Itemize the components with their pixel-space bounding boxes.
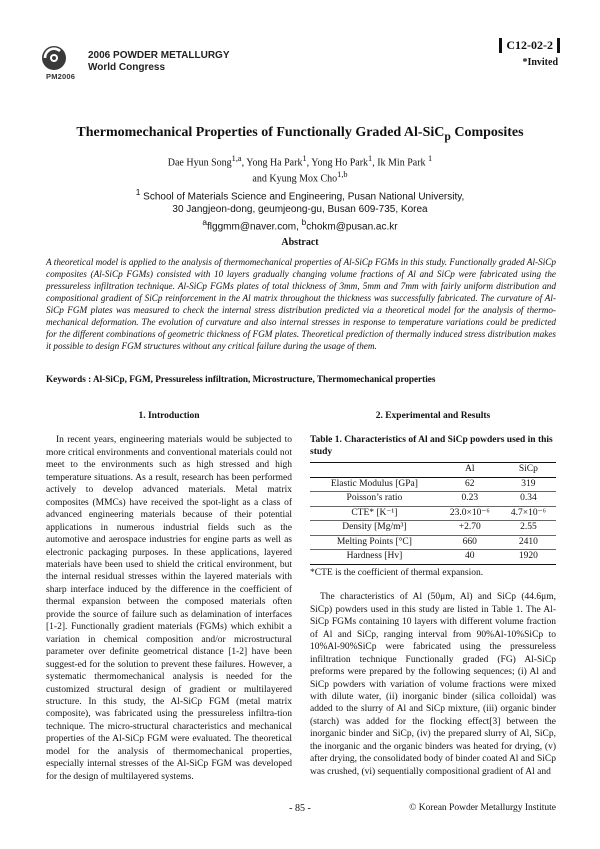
table-cell: 319: [501, 477, 556, 492]
conference-name: [88, 50, 230, 74]
section-heading-introduction: 1. Introduction: [138, 411, 200, 421]
table-header-cell: [310, 463, 439, 478]
affiliation: [90, 186, 510, 234]
experimental-text: The characteristics of Al (50μm, Al) and SiCp (44.6μm, SiCp) powders used in this study are listed in Table 1. The Al-SiCp FGMs containing 10 layers with different volume fraction of Al and SiCp, ranging interval from 90%Al-10%SiCp to 10%Al-90%SiCp were fabricated using the pressureless infiltration technique Functionally graded (FG) Al-SiCp preforms were prepared by the following sequences; (i) Al and SiCp powders with variation of volume fractions were mixed with dilute water, (ii) inorganic binder (silica colloidal) was added to the slurry of Al and SiCp mixture, (iii) organic binder (starch) was added for the flocking effect[3] between the inorganic binder and SiCp, (iv) the prepared slurry of Al, SiCp, the inorganic and the organic binders was heated for drying, (v) after drying, the consolidated body of binder coated Al and SiCp was crushed, (vi) sequentially compositional gradient of Al and: [310, 592, 556, 777]
table-header-cell: SiCp: [501, 463, 556, 478]
table-cell: 4.7×10⁻⁶: [501, 506, 556, 521]
paper-code-text: C12-02-2: [506, 38, 553, 52]
table-header-row: [310, 463, 556, 478]
table-cell: 0.34: [501, 492, 556, 507]
abstract-heading: Abstract: [281, 237, 319, 248]
table-row: [310, 535, 556, 550]
table-caption: Table 1. Characteristics of Al and SiCp powders used in this study: [310, 435, 553, 458]
table-cell: 1920: [501, 550, 556, 565]
abstract-text: A theoretical model is applied to the analysis of thermomechanical properties of Al-SiCp FGMs in this study. Functionally graded Al-SiCp composites (Al-SiCp FGMs) consisted with 10 layers gradually changing volume fractions of Al and SiCp were fabricated using the pressureless infiltration technique. Al-SiCp FGMs plates of total thickness of 3mm, 5mm and 7mm with fairly uniform distribution and compositional gradient of SiCp reinforcement in the Al matrix throughout the thickness was successfully fabricated. The curvature of Al-SiCp FGM plates was measured to check the internal stress distribution predicted via a theoretical model for the analysis of thermo-mechanical deformation. The evolution of curvature and also internal stresses in response to temperature variations could be predicted for the different combinations of geometric thickness of FGM plates. Theoretical prediction of thermally induced stress distribution makes it possible to design FGM structures without any critical failure during the usage of them.: [46, 257, 556, 351]
table-note: *CTE is the coefficient of thermal expansion.: [310, 567, 484, 578]
conference-line-2: World Congress: [88, 62, 166, 73]
right-column: [310, 410, 556, 778]
table-cell: 660: [439, 535, 501, 550]
affiliation-line-2: 30 Jangjeon-dong, geumjeong-gu, Busan 609-735, Korea: [172, 203, 428, 215]
table-cell: Elastic Modulus [GPa]: [310, 477, 439, 492]
table-cell: 40: [439, 550, 501, 565]
affiliation-line-1: $^1$ School of Materials Science and Engineering, Pusan National University,: [135, 187, 465, 203]
introduction-text: In recent years, engineering materials would be subjected to more critical environments and conventional materials could not meet to the environments such as high stressed and high temperature situations. As a result, research has been performed actively to develop advanced materials. Metal matrix composites (MMCs) have received the spot-light as a class of advanced engineering materials because of their potential applications in numerous industrial fields such as the automotive and aerospace industries for engine parts as well as electronic packaging purposes. In these applications, layered materials have been used to shield the critical environment, but the internal residual stresses within the layered materials with sharp interface induced by the difference in the coefficient of thermal expansion between the composed materials often provide the source of failure such as delamination of interfaces [1-2]. Functionally gradient materials (FGMs) which exhibit a variation in chemical composition and/or microstructural parameter over definite geometrical distance [1-2] have been suggest-ed for the solution to prevent these failures. However, a systematic thermomechanical analysis is needed for the customized structural design of gradient or multilayered structure. In this study, the Al-SiCp FGM (metal matrix composite), was fabricated using the pressureless infiltra-tion technique. The micro-structural characteristics and mechanical properties of the Al-SiCp FGM were evaluated. The theoretical model for the analysis of thermomechanical properties, especially internal stresses of the Al-SiCp FGM was developed for the design of multilayered systems.: [46, 435, 292, 782]
table-row: [310, 550, 556, 565]
code-left-bar: [499, 38, 502, 53]
table-row: [310, 477, 556, 492]
paper-title: Thermomechanical Properties of Functionally Graded Al-SiC$_p$ Composites: [76, 125, 524, 143]
copyright: © Korean Powder Metallurgy Institute: [409, 803, 556, 813]
keywords: Keywords : Al-SiCp, FGM, Pressureless infiltration, Microstructure, Thermomechanical properties: [46, 374, 436, 384]
left-column: [46, 410, 292, 783]
table-cell: 2.55: [501, 521, 556, 536]
powder-characteristics-table: [310, 462, 556, 565]
authors-line-2: and Kyung Mox Cho$^{1,b}$: [252, 170, 348, 185]
page-header: [40, 38, 560, 88]
authors-line-1: Dae Hyun Song$^{1,a}$, Yong Ha Park$^1$, Yong Ho Park$^1$, Ik Min Park $^1$: [167, 154, 433, 169]
conference-line-1: 2006 POWDER METALLURGY: [88, 50, 230, 61]
table-cell: +2.70: [439, 521, 501, 536]
code-right-bar: [557, 38, 560, 53]
table-cell: Hardness [Hv]: [310, 550, 439, 565]
table-cell: Melting Points [°C]: [310, 535, 439, 550]
table-row: [310, 506, 556, 521]
table-cell: 62: [439, 477, 501, 492]
table-cell: Poisson’s ratio: [310, 492, 439, 507]
table-row: [310, 492, 556, 507]
affiliation-emails: $^a$flggmm@naver.com, $^b$chokm@pusan.ac.kr: [202, 217, 398, 233]
table-cell: CTE* [K⁻¹]: [310, 506, 439, 521]
page-number: - 85 -: [289, 803, 311, 814]
section-heading-experimental: 2. Experimental and Results: [375, 411, 491, 421]
table-row: [310, 521, 556, 536]
paper-code: [499, 38, 560, 53]
table-cell: Density [Mg/m³]: [310, 521, 439, 536]
authors: [100, 153, 500, 186]
invited-label: *Invited: [522, 57, 558, 68]
table-cell: 23.0×10⁻⁶: [439, 506, 501, 521]
table-header-cell: Al: [439, 463, 501, 478]
logo-text: PM2006: [46, 72, 76, 81]
table-cell: 2410: [501, 535, 556, 550]
table-cell: 0.23: [439, 492, 501, 507]
